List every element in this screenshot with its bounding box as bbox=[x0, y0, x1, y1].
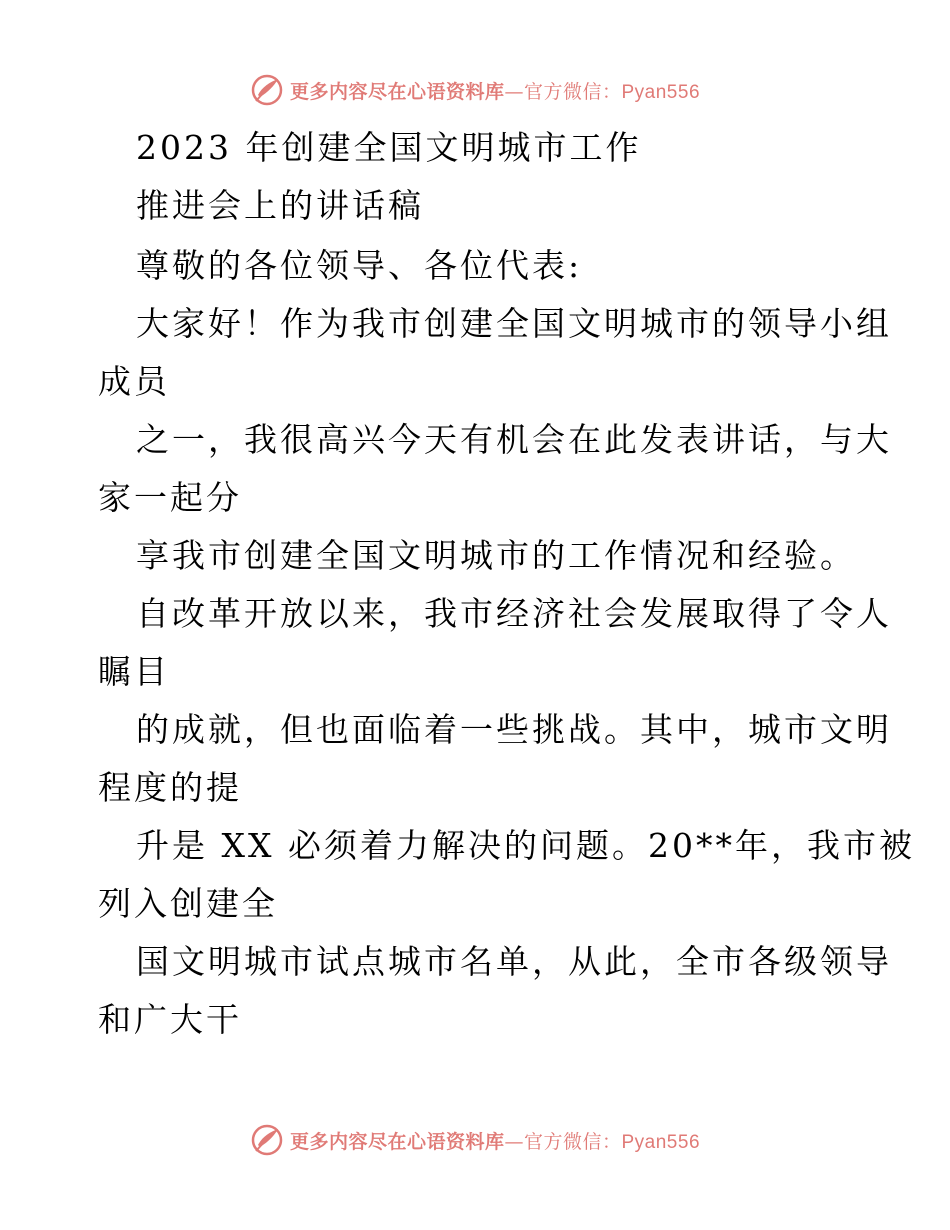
watermark-text bbox=[290, 77, 700, 104]
document-title-line-2: 推进会上的讲话稿 bbox=[136, 186, 424, 225]
watermark-dash: — bbox=[504, 80, 524, 103]
paragraph-line: 自改革开放以来，我市经济社会发展取得了令人 bbox=[136, 594, 892, 633]
paragraph-line: 和广大干 bbox=[98, 1000, 242, 1039]
footer-watermark bbox=[0, 1120, 950, 1160]
watermark-wechat-label: 官方微信： bbox=[523, 1130, 622, 1153]
paragraph-line: 瞩目 bbox=[98, 652, 170, 691]
header-watermark bbox=[0, 70, 950, 110]
paragraph-line: 列入创建全 bbox=[98, 884, 278, 923]
watermark-brand: 更多内容尽在心语资料库 bbox=[289, 80, 505, 103]
paragraph-line: 国文明城市试点城市名单，从此，全市各级领导 bbox=[136, 942, 892, 981]
paragraph-line: 的成就，但也面临着一些挑战。其中，城市文明 bbox=[136, 710, 892, 749]
watermark-text bbox=[290, 1127, 700, 1154]
watermark-brand: 更多内容尽在心语资料库 bbox=[289, 1130, 505, 1153]
watermark-wechat-id: Pyan556 bbox=[621, 81, 701, 103]
quill-logo-icon bbox=[250, 1123, 284, 1157]
paragraph-line: 成员 bbox=[98, 362, 170, 401]
paragraph-line: 程度的提 bbox=[98, 768, 242, 807]
paragraph-line: 之一，我很高兴今天有机会在此发表讲话，与大 bbox=[136, 420, 892, 459]
salutation: 尊敬的各位领导、各位代表: bbox=[136, 246, 583, 285]
paragraph-line: 大家好！作为我市创建全国文明城市的领导小组 bbox=[136, 304, 892, 343]
paragraph-line: 家一起分 bbox=[98, 478, 242, 517]
quill-logo-icon bbox=[250, 73, 284, 107]
paragraph-line: 享我市创建全国文明城市的工作情况和经验。 bbox=[136, 536, 856, 575]
watermark-wechat-label: 官方微信： bbox=[523, 80, 622, 103]
watermark-dash: — bbox=[504, 1130, 524, 1153]
watermark-wechat-id: Pyan556 bbox=[621, 1131, 701, 1153]
document-title-line-1: 2023 年创建全国文明城市工作 bbox=[136, 128, 642, 167]
paragraph-line: 升是 XX 必须着力解决的问题。20**年，我市被 bbox=[136, 826, 915, 865]
